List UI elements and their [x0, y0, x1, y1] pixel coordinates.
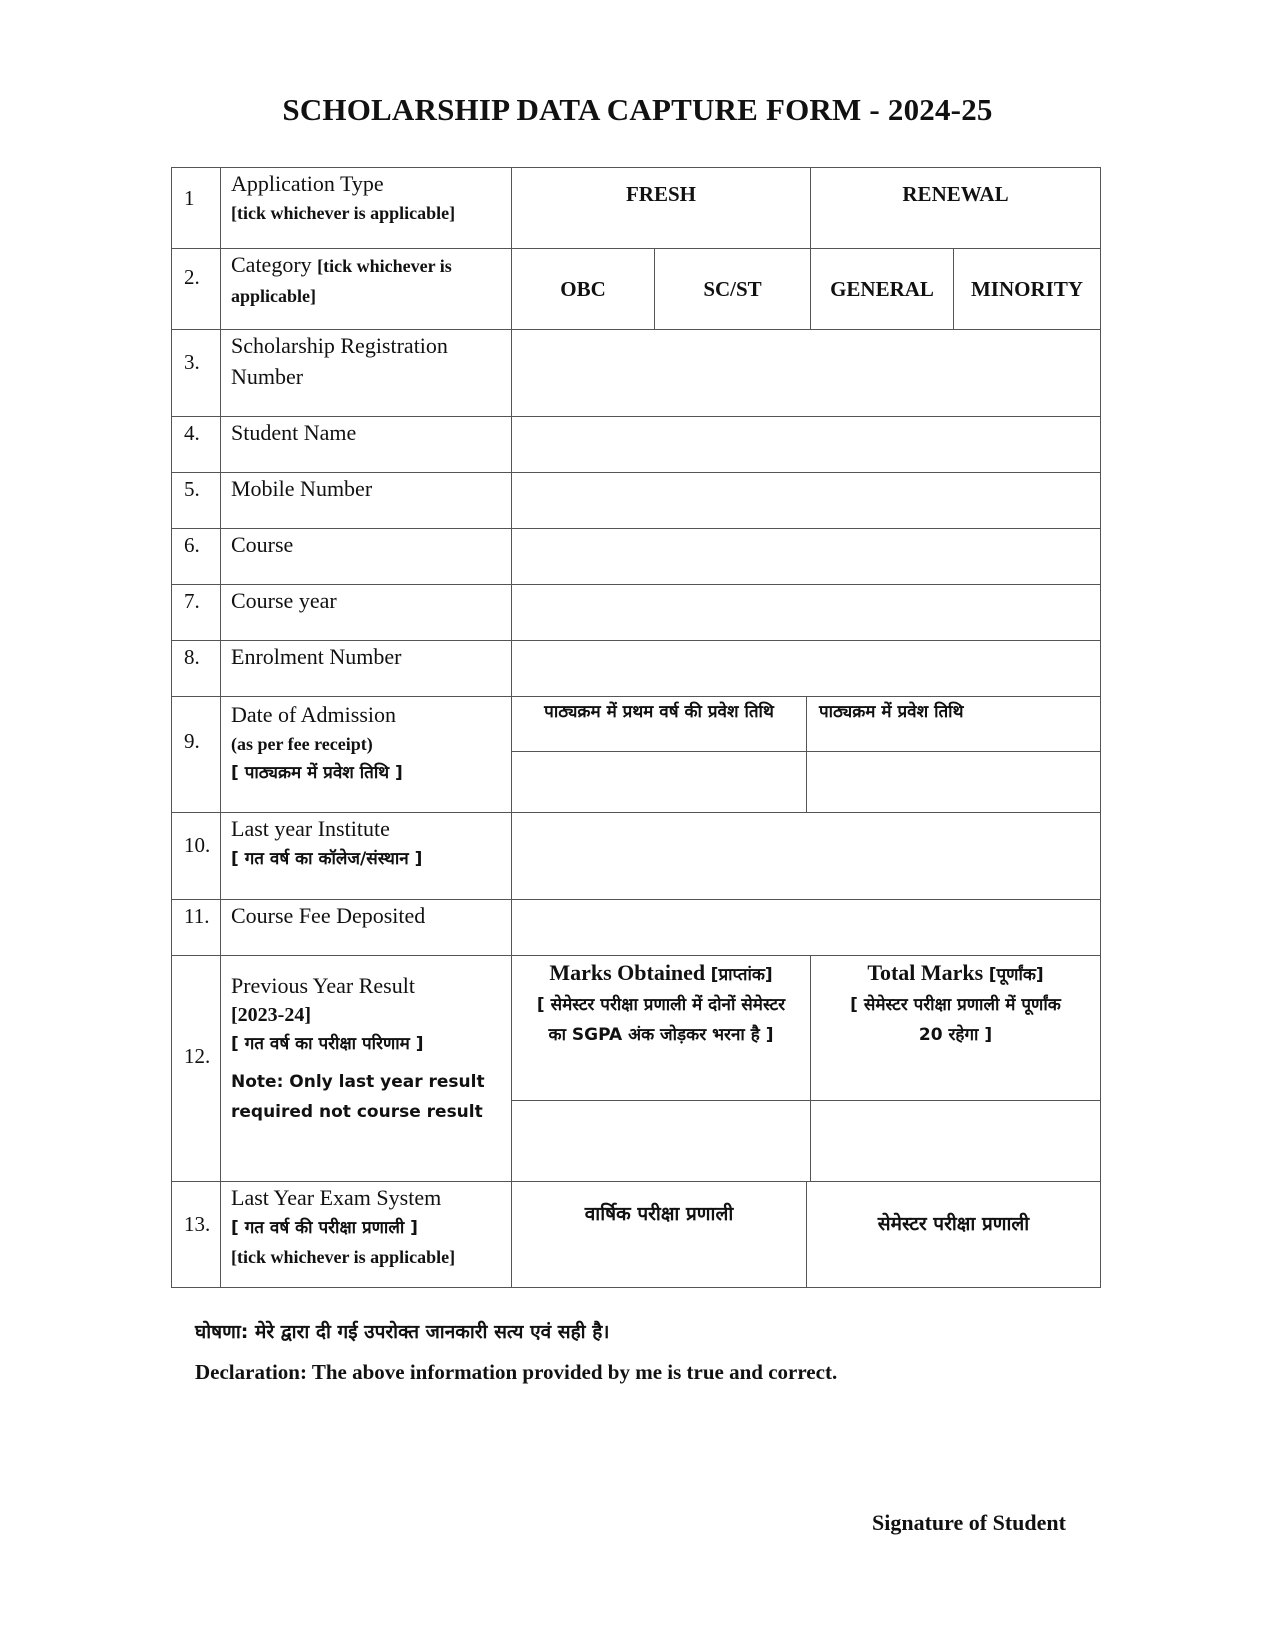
row-number: 13.	[171, 1181, 221, 1288]
form-title: SCHOLARSHIP DATA CAPTURE FORM - 2024-25	[282, 92, 993, 127]
declaration-hindi: घोषणा: मेरे द्वारा दी गई उपरोक्त जानकारी सत्य एवं सही है।	[195, 1321, 610, 1343]
mobile-number-label: Mobile Number	[220, 472, 512, 529]
total-marks-field[interactable]	[810, 1100, 1101, 1182]
obc-option[interactable]: OBC	[511, 248, 655, 330]
label-hindi: [ गत वर्ष का परीक्षा परिणाम ]	[231, 1034, 424, 1054]
declaration-english: Declaration: The above information provided by me is true and correct.	[195, 1360, 838, 1384]
previous-year-result-label	[220, 955, 512, 1182]
student-signature-label: Signature of Student	[872, 1510, 1066, 1535]
admission-date-label	[220, 696, 512, 813]
label-text: Category	[231, 252, 312, 277]
row-number: 12.	[171, 955, 221, 1182]
label-text: Last year Institute	[231, 816, 390, 841]
row-number: 6.	[171, 528, 221, 585]
header-title-hindi: [प्राप्तांक]	[710, 965, 773, 985]
label-text: Last Year Exam System	[231, 1185, 442, 1210]
label-subtext: (as per fee receipt)	[231, 734, 373, 754]
header-title: Marks Obtained	[549, 960, 706, 985]
student-name-label: Student Name	[220, 416, 512, 473]
label-subtext: [tick whichever is applicable]	[231, 203, 456, 223]
header-description: [ सेमेस्टर परीक्षा प्रणाली में दोनों सेमेस्टर का SGPA अंक जोड़कर भरना है ]	[536, 995, 786, 1045]
semester-exam-option[interactable]: सेमेस्टर परीक्षा प्रणाली	[806, 1181, 1101, 1288]
label-text: Application Type	[231, 171, 384, 196]
course-admission-date-field[interactable]	[806, 751, 1101, 813]
enrolment-number-label: Enrolment Number	[220, 640, 512, 697]
category-label	[220, 248, 512, 330]
label-text-2: Number	[231, 364, 304, 389]
first-year-admission-date-header: पाठ्यक्रम में प्रथम वर्ष की प्रवेश तिथि	[511, 696, 807, 752]
course-label: Course	[220, 528, 512, 585]
last-year-institute-label	[220, 812, 512, 900]
row-number: 2.	[171, 248, 221, 330]
label-hindi: [ गत वर्ष का कॉलेज/संस्थान ]	[231, 849, 423, 869]
course-admission-date-header: पाठ्यक्रम में प्रवेश तिथि	[806, 696, 1101, 752]
marks-obtained-header	[511, 955, 811, 1101]
registration-number-label	[220, 329, 512, 417]
row-number: 9.	[171, 696, 221, 813]
student-name-field[interactable]	[511, 416, 1101, 473]
row-number: 5.	[171, 472, 221, 529]
header-description: [ सेमेस्टर परीक्षा प्रणाली में पूर्णांक 20 रहेगा ]	[850, 995, 1061, 1045]
course-field[interactable]	[511, 528, 1101, 585]
registration-number-field[interactable]	[511, 329, 1101, 417]
sc-st-option[interactable]: SC/ST	[654, 248, 811, 330]
row-number: 8.	[171, 640, 221, 697]
row-number: 4.	[171, 416, 221, 473]
marks-obtained-field[interactable]	[511, 1100, 811, 1182]
application-type-label	[220, 167, 512, 249]
note-line-1: Note: Only last year result	[231, 1072, 485, 1092]
label-subtext: [tick whichever is	[317, 256, 452, 276]
course-fee-label: Course Fee Deposited	[220, 899, 512, 956]
label-hindi: [ गत वर्ष की परीक्षा प्रणाली ]	[231, 1218, 418, 1238]
label-subtext-2: applicable]	[231, 286, 317, 306]
header-title: Total Marks	[867, 960, 984, 985]
label-text: Previous Year Result	[231, 973, 415, 998]
note-line-2: required not course result	[231, 1102, 483, 1122]
last-year-institute-field[interactable]	[511, 812, 1101, 900]
row-number: 10.	[171, 812, 221, 900]
course-fee-field[interactable]	[511, 899, 1101, 956]
row-number: 3.	[171, 329, 221, 417]
course-year-field[interactable]	[511, 584, 1101, 641]
label-text: Scholarship Registration	[231, 333, 448, 358]
general-option[interactable]: GENERAL	[810, 248, 954, 330]
label-hindi: [ पाठ्यक्रम में प्रवेश तिथि ]	[231, 763, 403, 783]
renewal-option[interactable]: RENEWAL	[810, 167, 1101, 249]
total-marks-header	[810, 955, 1101, 1101]
enrolment-number-field[interactable]	[511, 640, 1101, 697]
first-year-admission-date-field[interactable]	[511, 751, 807, 813]
form-table	[171, 167, 1101, 1288]
minority-option[interactable]: MINORITY	[953, 248, 1101, 330]
row-number: 11.	[171, 899, 221, 956]
mobile-number-field[interactable]	[511, 472, 1101, 529]
annual-exam-option[interactable]: वार्षिक परीक्षा प्रणाली	[511, 1181, 807, 1288]
course-year-label: Course year	[220, 584, 512, 641]
exam-system-label	[220, 1181, 512, 1288]
label-text: Date of Admission	[231, 702, 396, 727]
row-number: 1	[171, 167, 221, 249]
label-subtext: [tick whichever is applicable]	[231, 1247, 456, 1267]
label-year: [2023-24]	[231, 1004, 311, 1026]
fresh-option[interactable]: FRESH	[511, 167, 811, 249]
header-title-hindi: [पूर्णांक]	[988, 965, 1044, 985]
row-number: 7.	[171, 584, 221, 641]
